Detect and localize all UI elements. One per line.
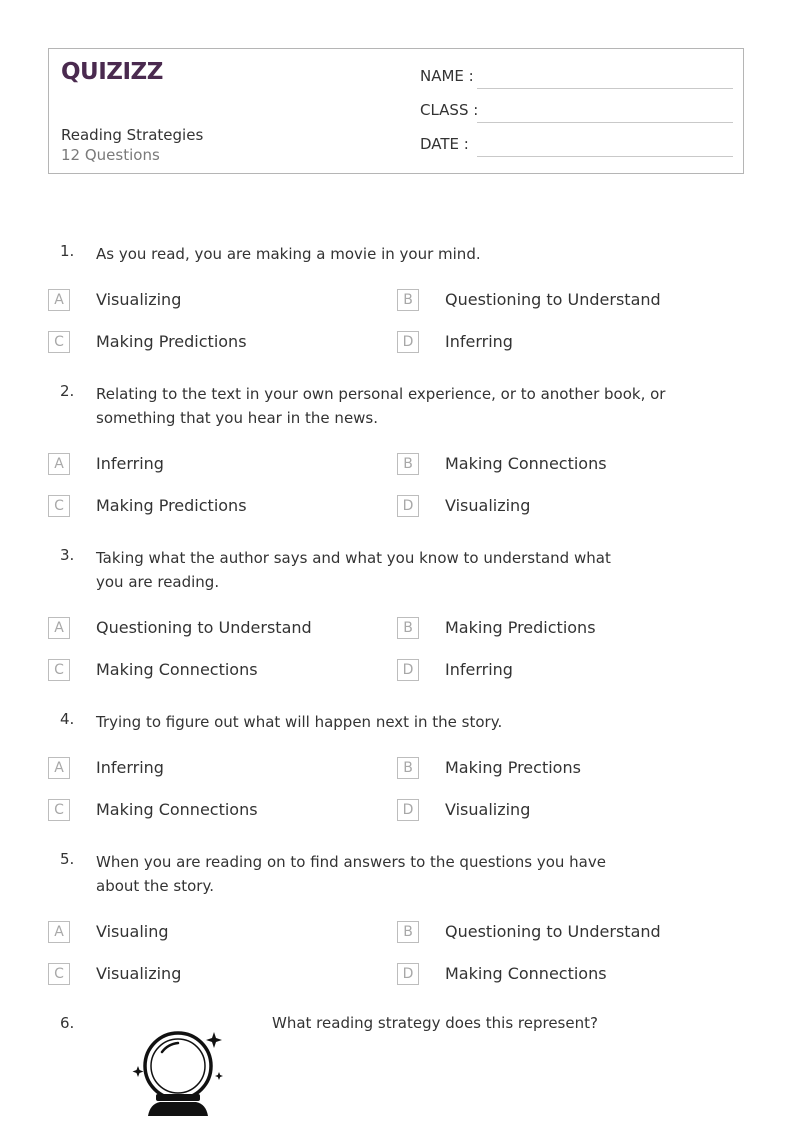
question-text: Trying to figure out what will happen next in the story.	[96, 713, 503, 731]
option-text: Making Connections	[445, 454, 607, 473]
option-letter-box: C	[48, 495, 70, 517]
option-letter-box: D	[397, 963, 419, 985]
option-text: Making Predictions	[96, 496, 247, 515]
option-text: Making Predictions	[445, 618, 596, 637]
option-text: Questioning to Understand	[445, 922, 661, 941]
name-field	[420, 67, 733, 89]
quizizz-logo: QUIZIZZ	[61, 59, 163, 85]
option-text: Visualizing	[96, 964, 182, 983]
option-letter-box: A	[48, 921, 70, 943]
option-text: Making Connections	[445, 964, 607, 983]
question-text: When you are reading on to find answers to the questions you have about the story.	[96, 853, 606, 895]
option-letter-box: A	[48, 453, 70, 475]
option-text: Visualizing	[445, 800, 531, 819]
option-letter-box: C	[48, 799, 70, 821]
option-letter-box: A	[48, 617, 70, 639]
class-line[interactable]	[477, 122, 733, 123]
question-text: Relating to the text in your own personal experience, or to another book, or something that you hear in the news.	[96, 385, 666, 427]
option-text: Visualizing	[96, 290, 182, 309]
option-text: Inferring	[445, 660, 513, 679]
option-text: Making Connections	[96, 800, 258, 819]
question-count: 12 Questions	[61, 146, 160, 164]
question-number: 4.	[60, 710, 75, 728]
date-label: DATE :	[420, 135, 469, 153]
option-letter-box: D	[397, 799, 419, 821]
option-text: Questioning to Understand	[96, 618, 312, 637]
name-line[interactable]	[477, 88, 733, 89]
option-letter-box: B	[397, 289, 419, 311]
date-field	[420, 135, 733, 157]
option-letter-box: D	[397, 495, 419, 517]
class-label: CLASS :	[420, 101, 479, 119]
crystal-ball-icon	[130, 1026, 226, 1116]
question-text: What reading strategy does this represent?	[272, 1014, 598, 1032]
option-text: Questioning to Understand	[445, 290, 661, 309]
question-number: 1.	[60, 242, 75, 260]
question-number: 3.	[60, 546, 75, 564]
option-text: Making Prections	[445, 758, 581, 777]
option-letter-box: C	[48, 331, 70, 353]
question-text: Taking what the author says and what you know to understand what you are reading.	[96, 549, 611, 591]
option-text: Making Predictions	[96, 332, 247, 351]
option-letter-box: B	[397, 921, 419, 943]
option-letter-box: A	[48, 289, 70, 311]
worksheet-header	[48, 48, 744, 174]
option-text: Inferring	[96, 454, 164, 473]
question-number: 2.	[60, 382, 75, 400]
option-text: Inferring	[445, 332, 513, 351]
option-letter-box: C	[48, 963, 70, 985]
option-text: Visualizing	[445, 496, 531, 515]
date-line[interactable]	[477, 156, 733, 157]
option-letter-box: D	[397, 659, 419, 681]
option-text: Inferring	[96, 758, 164, 777]
option-letter-box: B	[397, 617, 419, 639]
name-label: NAME :	[420, 67, 474, 85]
option-letter-box: B	[397, 757, 419, 779]
worksheet-title: Reading Strategies	[61, 126, 204, 144]
question-text: As you read, you are making a movie in your mind.	[96, 245, 481, 263]
question-number: 6.	[60, 1014, 75, 1032]
option-letter-box: A	[48, 757, 70, 779]
option-letter-box: B	[397, 453, 419, 475]
option-text: Visualing	[96, 922, 169, 941]
option-letter-box: C	[48, 659, 70, 681]
class-field	[420, 101, 733, 123]
option-letter-box: D	[397, 331, 419, 353]
question-number: 5.	[60, 850, 75, 868]
option-text: Making Connections	[96, 660, 258, 679]
